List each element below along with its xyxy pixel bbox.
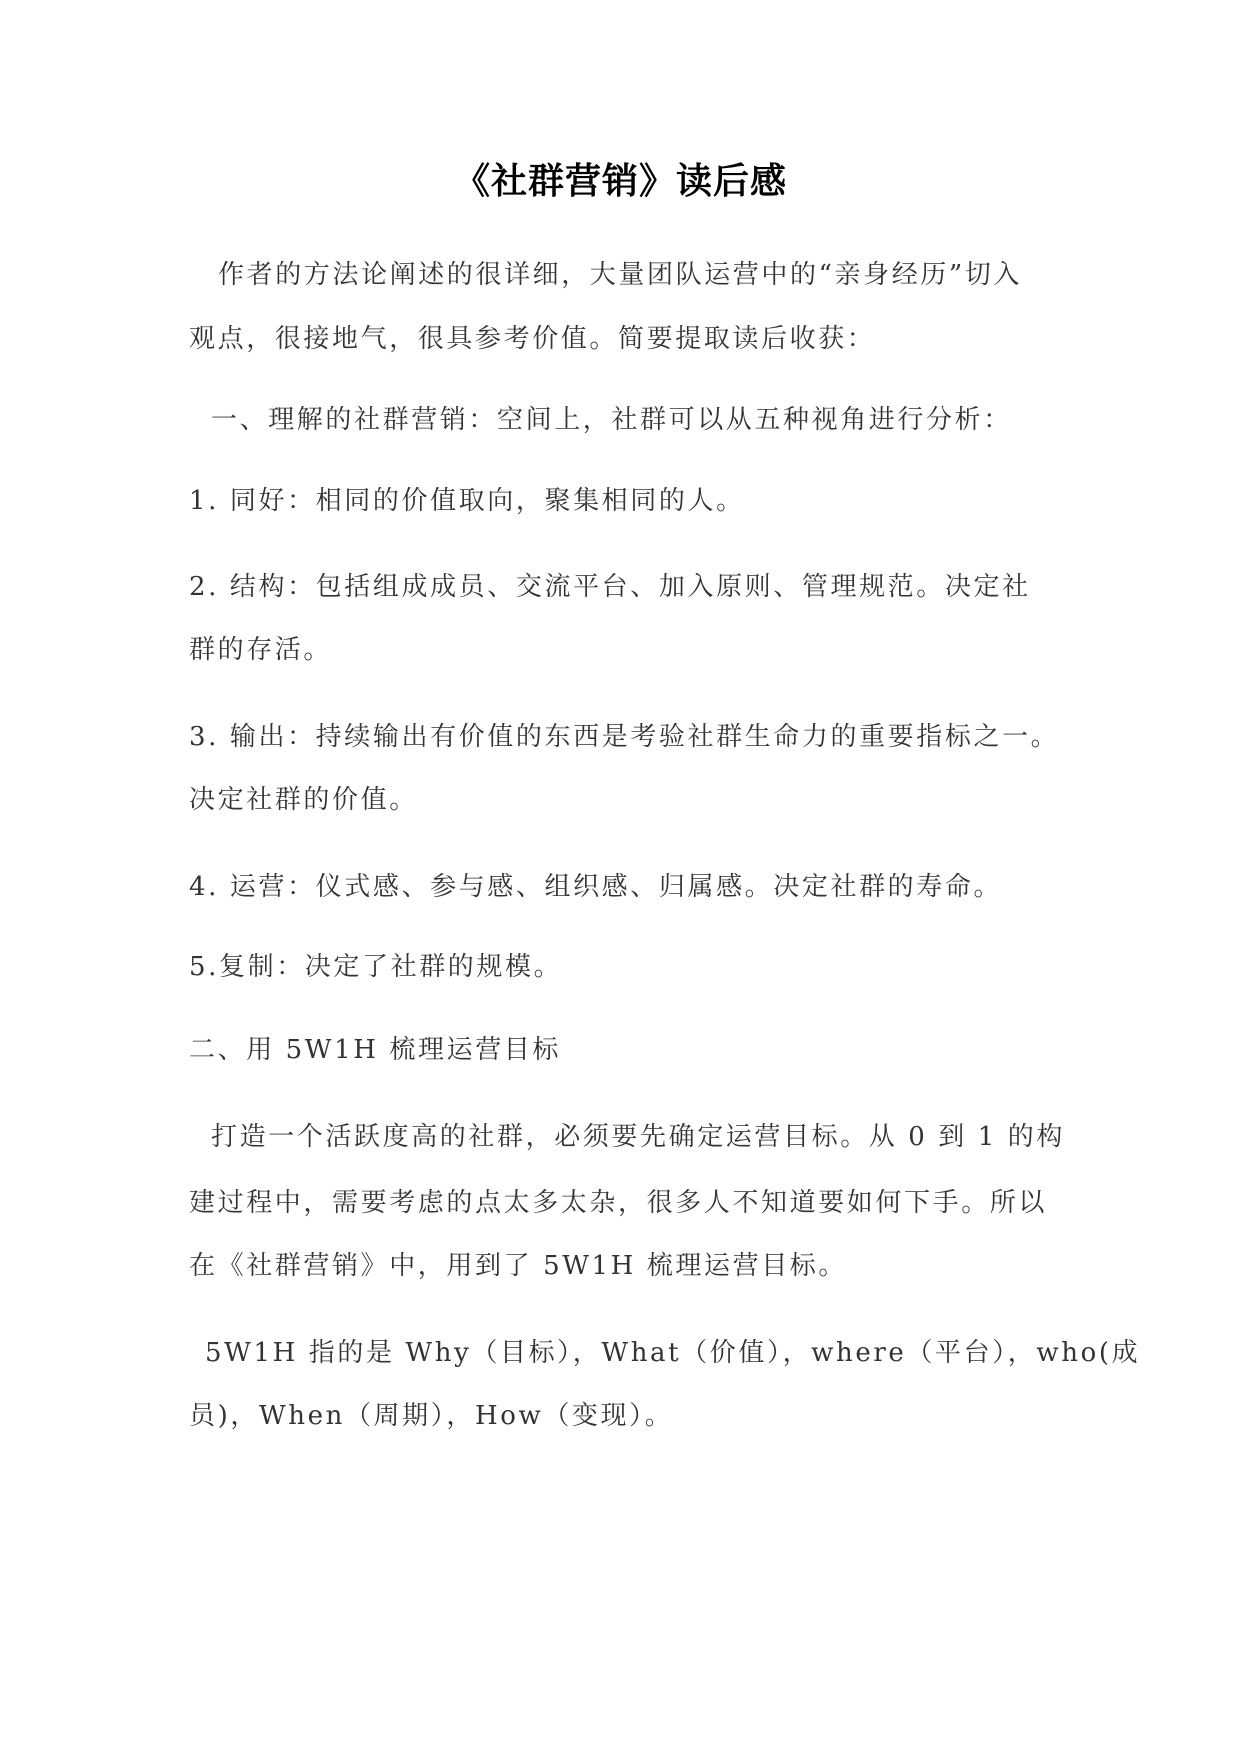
paragraph-line: 5W1H 指的是 Why（目标），What（价值），where（平台），who(成	[205, 1338, 1141, 1368]
list-item-5: 5.复制：决定了社群的规模。	[189, 952, 563, 982]
paragraph-line: 建过程中，需要考虑的点太多太杂，很多人不知道要如何下手。所以	[189, 1188, 1048, 1218]
list-item-3: 3. 输出：持续输出有价值的东西是考验社群生命力的重要指标之一。	[189, 722, 1060, 752]
paragraph-line: 作者的方法论阐述的很详细，大量团队运营中的“亲身经历”切入	[218, 260, 1022, 290]
section-heading-2: 二、用 5W1H 梳理运营目标	[189, 1035, 562, 1065]
paragraph-line: 观点，很接地气，很具参考价值。简要提取读后收获：	[189, 324, 876, 354]
paragraph-line: 打造一个活跃度高的社群，必须要先确定运营目标。从 0 到 1 的构	[211, 1122, 1065, 1152]
list-item-2: 2. 结构：包括组成成员、交流平台、加入原则、管理规范。决定社	[189, 572, 1031, 602]
document-title: 《社群营销》读后感	[453, 161, 787, 202]
list-item-3-continued: 决定社群的价值。	[189, 785, 418, 815]
paragraph-line: 在《社群营销》中，用到了 5W1H 梳理运营目标。	[189, 1251, 848, 1281]
list-item-1: 1. 同好：相同的价值取向，聚集相同的人。	[189, 486, 745, 516]
section-heading-1: 一、理解的社群营销：空间上，社群可以从五种视角进行分析：	[211, 405, 1012, 435]
list-item-4: 4. 运营：仪式感、参与感、组织感、归属感。决定社群的寿命。	[189, 872, 1003, 902]
paragraph-line: 员)，When（周期），How（变现）。	[189, 1401, 674, 1431]
list-item-2-continued: 群的存活。	[189, 635, 333, 665]
